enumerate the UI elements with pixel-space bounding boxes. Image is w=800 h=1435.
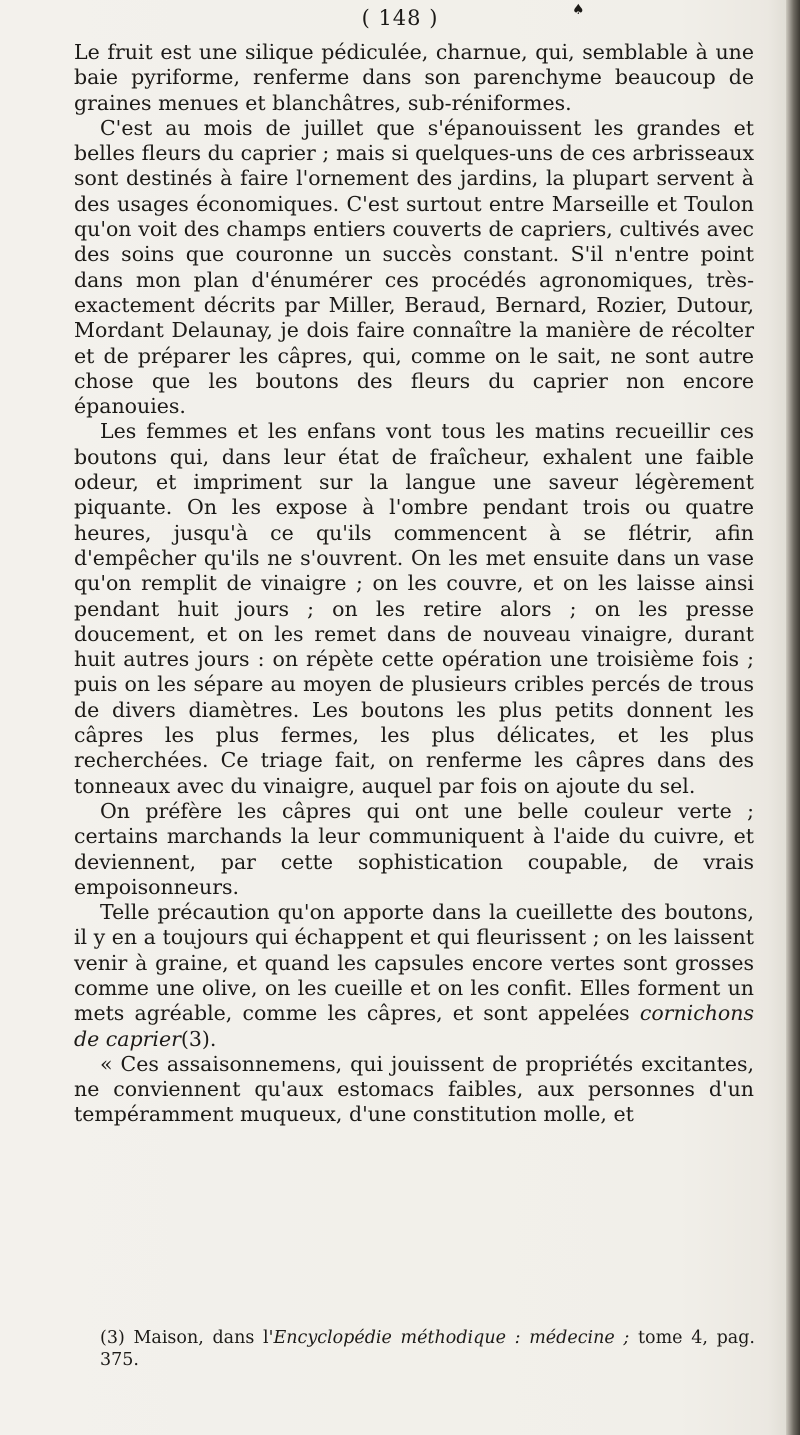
footnote-marker: (3)	[100, 1328, 125, 1348]
paragraph-4: On préfère les câpres qui ont une belle couleur verte ; certains marchands la leur communiquent à l'aide du cuivre, et deviennent, par cette sophistication coupable, de vrais empoisonneurs.	[74, 798, 754, 899]
italic-term: cornichons de caprier	[74, 1001, 754, 1051]
footnote-reference: (3).	[180, 1026, 217, 1051]
footnote-author: Maison,	[133, 1328, 204, 1348]
paragraph-1: Le fruit est une silique pédiculée, charnue, qui, semblable à une baie pyriforme, renferme dans son parenchyme beaucoup de graines menues et blanchâtres, sub-réniformes.	[74, 40, 754, 115]
main-text	[74, 40, 754, 1128]
paragraph-5-text: Telle précaution qu'on apporte dans la cueillette des boutons, il y en a toujours qui échappent et qui fleurissent ; on les laissent venir à graine, et quand les capsules encore vertes sont grosses comme une olive, on les cueille et on les confit. Elles forment un mets agréable, comme les câpres, et sont appelées	[74, 900, 754, 1026]
paragraph-6: « Ces assaisonnemens, qui jouissent de propriétés excitantes, ne conviennent qu'aux estomacs faibles, aux personnes d'un tempéramment muqueux, d'une constitution molle, et	[74, 1051, 754, 1127]
printer-mark: ♠	[572, 2, 585, 18]
paragraph-2: C'est au mois de juillet que s'épanouissent les grandes et belles fleurs du caprier ; mais si quelques-uns de ces arbrisseaux sont destinés à faire l'ornement des jardins, la plupart servent à des usages économiques. C'est surtout entre Marseille et Toulon qu'on voit des champs entiers couverts de capriers, cultivés avec des soins que couronne un succès constant. S'il n'entre point dans mon plan d'énumérer ces procédés agronomiques, très-exactement décrits par Miller, Beraud, Bernard, Rozier, Dutour, Mordant Delaunay, je dois faire connaître la manière de récolter et de préparer les câpres, qui, comme on le sait, ne sont autre chose que les boutons des fleurs du caprier non encore épanouies.	[74, 115, 754, 419]
paragraph-5	[74, 900, 754, 1052]
footnote-work: Encyclopédie méthodique : médecine ;	[273, 1328, 630, 1348]
footnote	[100, 1327, 755, 1371]
paragraph-3: Les femmes et les enfans vont tous les matins recueillir ces boutons qui, dans leur état de fraîcheur, exhalent une faible odeur, et impriment sur la langue une saveur légèrement piquante. On les expose à l'ombre pendant trois ou quatre heures, jusqu'à ce qu'ils commencent à se flétrir, afin d'empêcher qu'ils ne s'ouvrent. On les met ensuite dans un vase qu'on remplit de vinaigre ; on les couvre, et on les laisse ainsi pendant huit jours ; on les retire alors ; on les presse doucement, et on les remet dans de nouveau vinaigre, durant huit autres jours : on répète cette opération une troisième fois ; puis on les sépare au moyen de plusieurs cribles percés de trous de divers diamètres. Les boutons les plus petits donnent les câpres les plus fermes, les plus délicates, et les plus recherchées. Ce triage fait, on renferme les câpres dans des tonneaux avec du vinaigre, auquel par fois on ajoute du sel.	[74, 419, 754, 798]
footnote-pre: dans l'	[212, 1328, 274, 1348]
footnote-post: tome 4, pag. 375.	[100, 1328, 755, 1370]
page-binding-shadow	[786, 0, 800, 1435]
page-number: ( 148 )	[361, 6, 439, 30]
